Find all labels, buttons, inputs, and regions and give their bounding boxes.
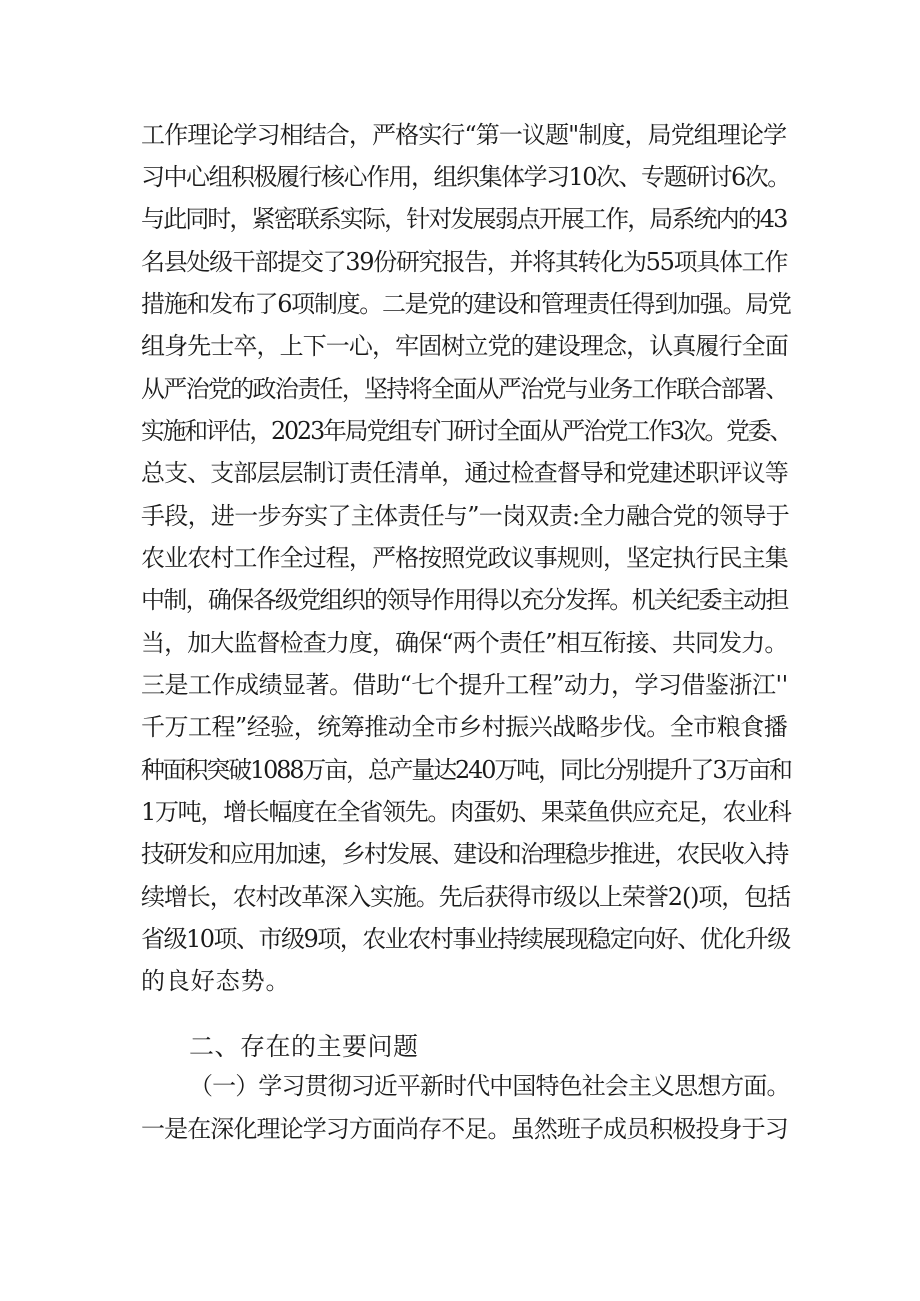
body-text-line: 手段，进一步夯实了主体责任与”一岗双责:全力融合党的领导于 [141, 502, 790, 530]
body-text-line: 实施和评估，2023年局党组专门研讨全面从严治党工作3次。党委、 [141, 417, 792, 445]
body-text-line: 三是工作成绩显著。借助“七个提升工程”动力，学习借鉴浙江'' [141, 671, 788, 699]
body-text-line: 技研发和应用加速，乡村发展、建设和治理稳步推进，农民收入持 [141, 840, 788, 868]
body-text-line: 一是在深化理论学习方面尚存不足。虽然班子成员积极投身于习 [141, 1115, 788, 1143]
subsection-title-line: （一）学习贯彻习近平新时代中国特色社会主义思想方面。 [189, 1072, 790, 1100]
body-text-line: 种面积突破1088万亩，总产量达240万吨，同比分别提升了3万亩和 [141, 756, 791, 784]
body-text-line: 从严治党的政治责任，坚持将全面从严治党与业务工作联合部署、 [141, 375, 788, 403]
body-text-line: 措施和发布了6项制度。二是党的建设和管理责任得到加强。局党 [141, 290, 791, 318]
body-text-line: 省级10项、市级9项，农业农村事业持续展现稳定向好、优化升级 [141, 925, 790, 953]
body-text-line: 与此同时，紧密联系实际，针对发展弱点开展工作，局系统内的43 [141, 205, 787, 233]
body-text-line: 的良好态势。 [141, 967, 291, 995]
body-text-line: 习中心组积极履行核心作用，组织集体学习10次、专题研讨6次。 [141, 163, 790, 191]
body-text-line: 总支、支部层层制订责任清单，通过检查督导和党建述职评议等 [141, 459, 788, 487]
body-text-line: 当，加大监督检查力度，确保“两个责任”相互衔接、共同发力。 [141, 629, 788, 657]
body-text-line: 千万工程”经验，统筹推动全市乡村振兴战略步伐。全市粮食播 [141, 713, 788, 741]
body-text-line: 1万吨，增长幅度在全省领先。肉蛋奶、果菜鱼供应充足，农业科 [141, 798, 791, 826]
body-text-line: 续增长，农村改革深入实施。先后获得市级以上荣誉2()项，包括 [141, 883, 790, 911]
body-text-line: 工作理论学习相结合，严格实行“第一议题"制度，局党组理论学 [141, 121, 787, 149]
body-text-line: 名县处级干部提交了39份研究报告，并将其转化为55项具体工作 [141, 248, 788, 276]
body-text-line: 中制，确保各级党组织的领导作用得以充分发挥。机关纪委主动担 [141, 586, 788, 614]
body-text-line: 组身先士卒，上下一心，牢固树立党的建设理念，认真履行全面 [141, 332, 788, 360]
section-heading: 二、存在的主要问题 [189, 1032, 419, 1061]
body-text-line: 农业农村工作全过程，严格按照党政议事规则，坚定执行民主集 [141, 544, 788, 572]
